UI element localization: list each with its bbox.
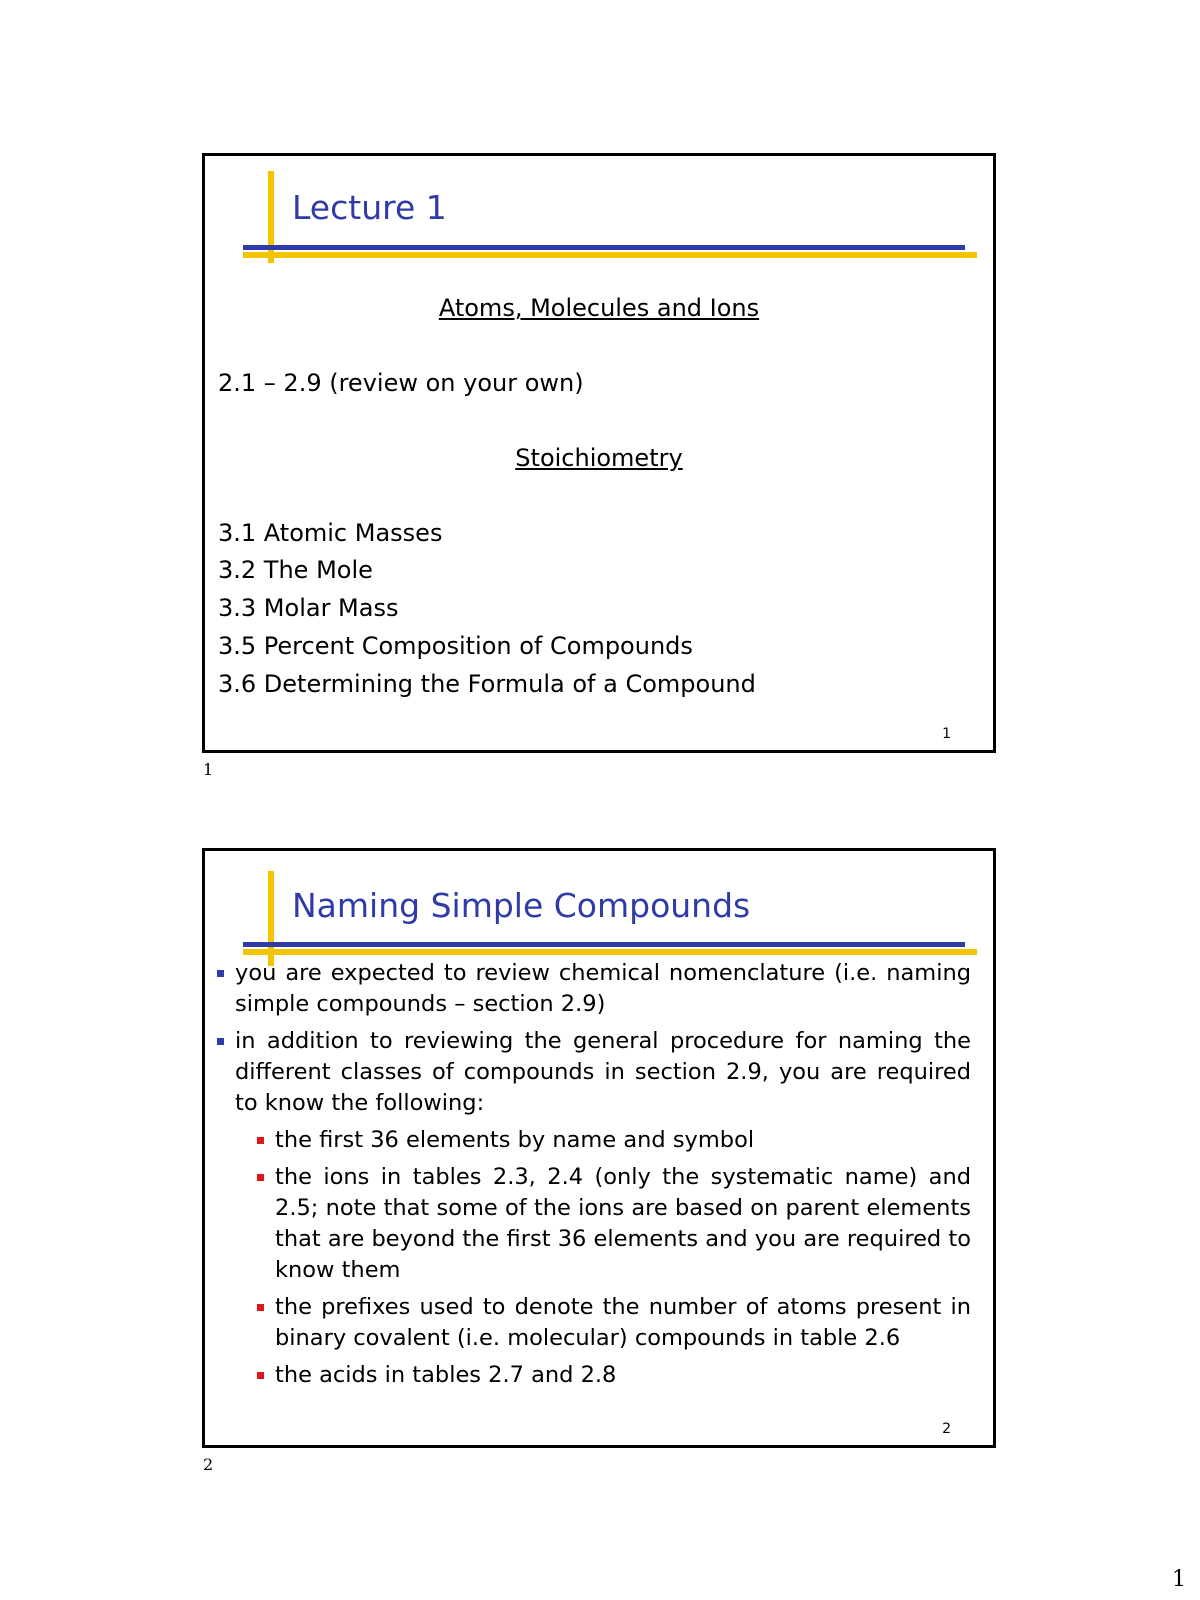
slide-1 [202, 153, 996, 753]
slide-page-label: 1 [203, 760, 214, 779]
subbullet-text: the prefixes used to denote the number of atoms present in binary covalent (i.e. molecular) compounds in table 2.6 [275, 1294, 971, 1351]
title-underline-blue [243, 942, 965, 947]
topic-item: 3.5 Percent Composition of Compounds [218, 632, 693, 660]
slide-title: Lecture 1 [292, 188, 447, 227]
title-underline-yellow [243, 949, 977, 955]
title-underline-blue [243, 245, 965, 250]
bullet-list [215, 958, 971, 1397]
square-bullet-icon [217, 970, 224, 977]
bullet-text: you are expected to review chemical nomenclature (i.e. naming simple compounds – section 2.9) [235, 960, 971, 1017]
sub-list-item [255, 1125, 971, 1156]
sub-list-item [255, 1360, 971, 1391]
list-item [215, 958, 971, 1020]
slide-number: 2 [942, 1421, 951, 1437]
square-bullet-icon [257, 1137, 264, 1144]
page-number: 1 [1172, 1567, 1186, 1592]
subbullet-text: the first 36 elements by name and symbol [275, 1127, 755, 1153]
section-heading-atoms: Atoms, Molecules and Ions [438, 294, 760, 322]
subbullet-text: the ions in tables 2.3, 2.4 (only the systematic name) and 2.5; note that some of the ions are based on parent elements that are beyond the first 36 elements and you are required to know them [275, 1164, 971, 1283]
title-underline-yellow [243, 252, 977, 258]
sub-list-item [255, 1162, 971, 1286]
subbullet-text: the acids in tables 2.7 and 2.8 [275, 1362, 617, 1388]
topic-item: 3.2 The Mole [218, 556, 373, 584]
square-bullet-icon [257, 1174, 264, 1181]
square-bullet-icon [217, 1038, 224, 1045]
square-bullet-icon [257, 1372, 264, 1379]
section-heading-stoichiometry: Stoichiometry [515, 444, 683, 472]
slide-page-label: 2 [203, 1455, 214, 1474]
topic-item: 3.6 Determining the Formula of a Compound [218, 670, 756, 698]
list-item [215, 1026, 971, 1119]
sub-list-item [255, 1292, 971, 1354]
topic-item: 3.1 Atomic Masses [218, 519, 443, 547]
slide-number: 1 [942, 726, 951, 742]
slide-2 [202, 848, 996, 1448]
topic-item: 3.3 Molar Mass [218, 594, 399, 622]
review-line: 2.1 – 2.9 (review on your own) [218, 369, 584, 397]
square-bullet-icon [257, 1304, 264, 1311]
bullet-text: in addition to reviewing the general procedure for naming the different classes of compounds in section 2.9, you are required to know the following: [235, 1028, 971, 1116]
slide-title: Naming Simple Compounds [292, 886, 751, 925]
